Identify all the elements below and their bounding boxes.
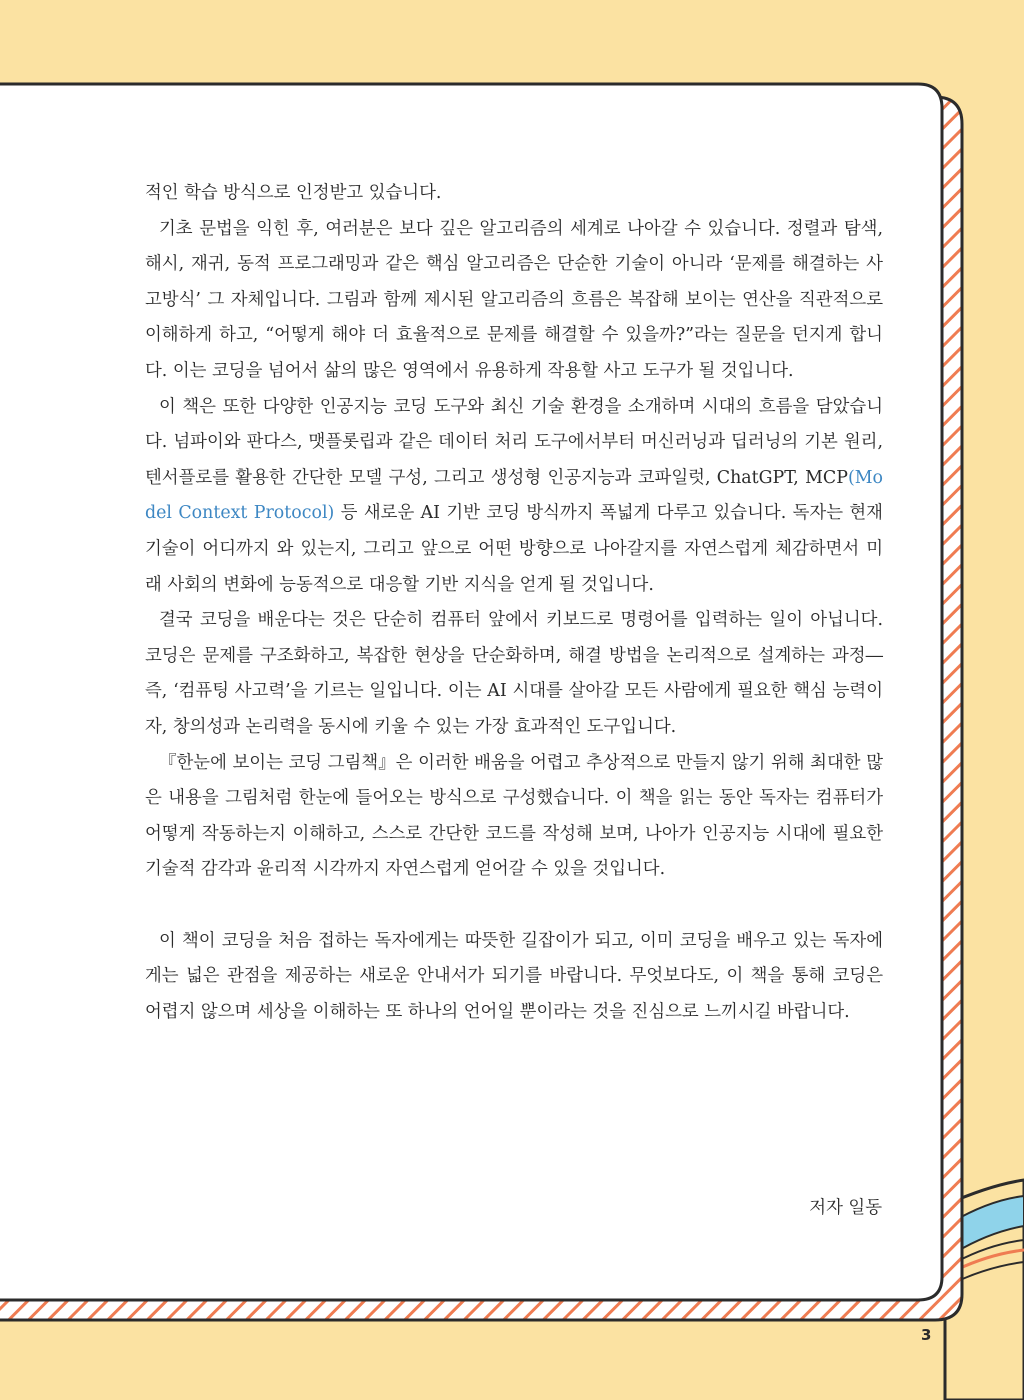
paragraph-text: 등 새로운 AI 기반 코딩 방식까지 폭넓게 다루고 있습니다. 독자는 현재 기술이 어디까지 와 있는지, 그리고 앞으로 어떤 방향으로 나아갈지를 자연스럽게 체감하면서 미래 사회의 변화에 능동적으로 대응할 기반 지식을 얻게 될 것입니다. xyxy=(145,503,883,595)
body-text xyxy=(145,176,883,1031)
page-number: 3 xyxy=(921,1326,932,1344)
highlighted-term: (Model Context Protocol) xyxy=(145,467,883,524)
paragraph: 결국 코딩을 배운다는 것은 단순히 컴퓨터 앞에서 키보드로 명령어를 입력하는 일이 아닙니다. 코딩은 문제를 구조화하고, 복잡한 현상을 단순화하며, 해결 방법을 논리적으로 설계하는 과정―즉, ‘컴퓨팅 사고력’을 기르는 일입니다. 이는 AI 시대를 살아갈 모든 사람에게 필요한 핵심 능력이자, 창의성과 논리력을 동시에 키울 수 있는 가장 효과적인 도구입니다. xyxy=(145,610,883,737)
author-signature: 저자 일동 xyxy=(809,1198,882,1218)
paragraph xyxy=(145,390,883,604)
paragraph: 적인 학습 방식으로 인정받고 있습니다. xyxy=(145,183,442,203)
paragraph: 이 책이 코딩을 처음 접하는 독자에게는 따뜻한 길잡이가 되고, 이미 코딩을 배우고 있는 독자에게는 넓은 관점을 제공하는 새로운 안내서가 되기를 바랍니다. 무엇보다도, 이 책을 통해 코딩은 어렵지 않으며 세상을 이해하는 또 하나의 언어일 뿐이라는 것을 진심으로 느끼시길 바랍니다. xyxy=(145,930,883,1023)
paragraph: 『한눈에 보이는 코딩 그림책』은 이러한 배움을 어렵고 추상적으로 만들지 않기 위해 최대한 많은 내용을 그림처럼 한눈에 들어오는 방식으로 구성했습니다. 이 책을 읽는 동안 독자는 컴퓨터가 어떻게 작동하는지 이해하고, 스스로 간단한 코드를 작성해 보며, 나아가 인공지능 시대에 필요한 기술적 감각과 윤리적 시각까지 자연스럽게 얻어갈 수 있을 것입니다. xyxy=(145,752,883,880)
paragraph-text: 이 책은 또한 다양한 인공지능 코딩 도구와 최신 기술 환경을 소개하며 시대의 흐름을 담았습니다. 넘파이와 판다스, 맷플롯립과 같은 데이터 처리 도구에서부터 머신러닝과 딥러닝의 기본 원리, 텐서플로를 활용한 간단한 모델 구성, 그리고 생성형 인공지능과 코파일럿, ChatGPT, MCP xyxy=(145,396,883,488)
paragraph: 기초 문법을 익힌 후, 여러분은 보다 깊은 알고리즘의 세계로 나아갈 수 있습니다. 정렬과 탐색, 해시, 재귀, 동적 프로그래밍과 같은 핵심 알고리즘은 단순한 기술이 아니라 ‘문제를 해결하는 사고방식’ 그 자체입니다. 그림과 함께 제시된 알고리즘의 흐름은 복잡해 보이는 연산을 직관적으로 이해하게 하고, “어떻게 해야 더 효율적으로 문제를 해결할 수 있을까?”라는 질문을 던지게 합니다. 이는 코딩을 넘어서 삶의 많은 영역에서 유용하게 작용할 사고 도구가 될 것입니다. xyxy=(145,218,883,381)
